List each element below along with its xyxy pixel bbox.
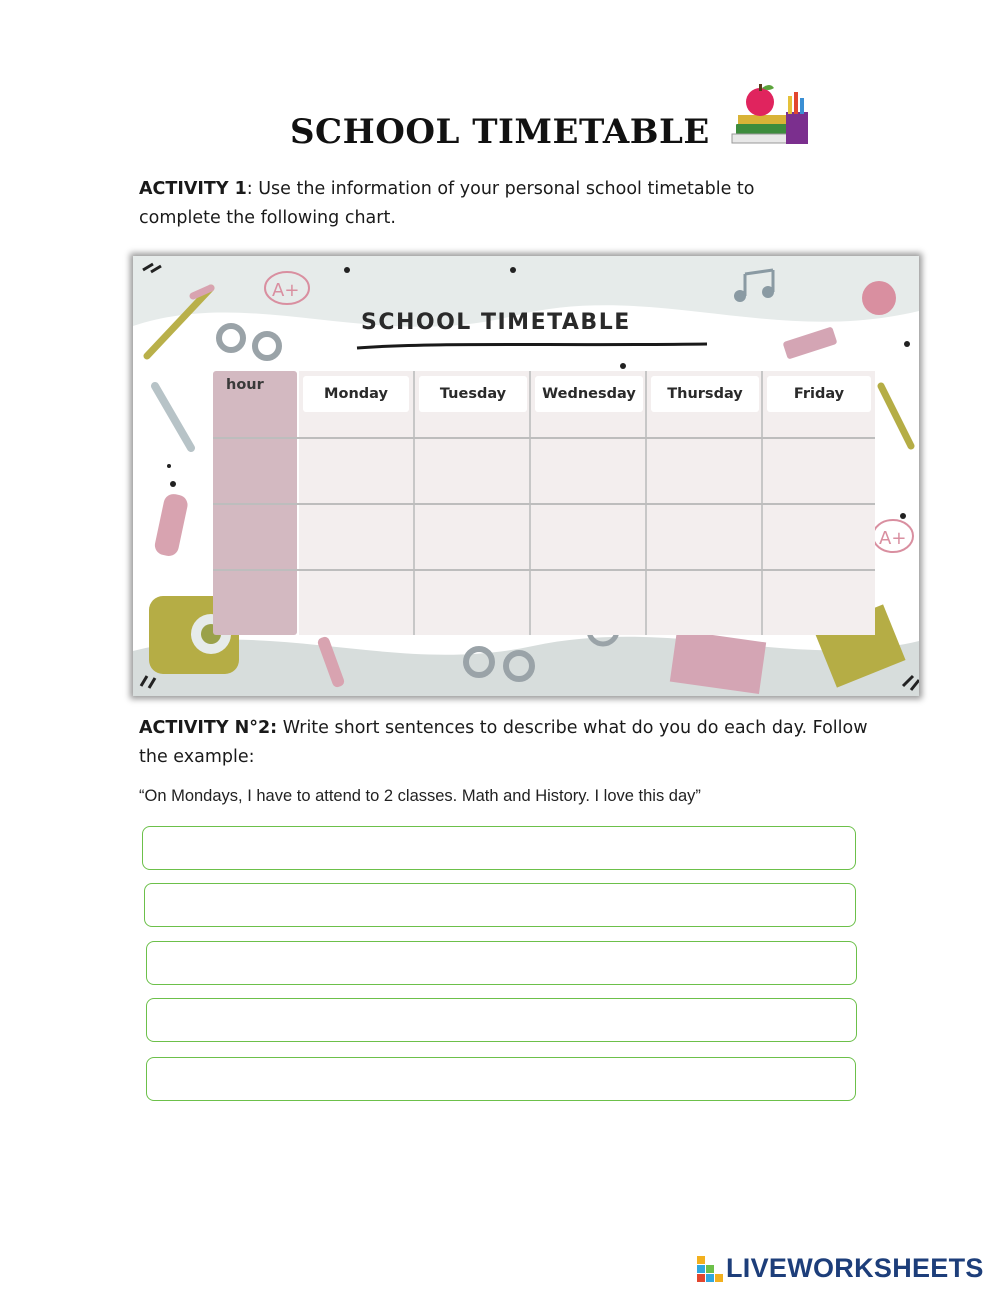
answer-field-2[interactable]: [144, 883, 856, 927]
activity-2-label: ACTIVITY N°2:: [139, 718, 278, 738]
day-header-friday: Friday: [767, 376, 871, 412]
brand-name: LIVEWORKSHEETS: [726, 1253, 984, 1283]
grid-row-line: [213, 569, 875, 571]
activity-1-instructions: [139, 175, 839, 233]
answer-field-1[interactable]: [142, 826, 856, 870]
answer-field-5[interactable]: [146, 1057, 856, 1101]
liveworksheets-logo-icon: [697, 1256, 723, 1282]
activity-1-text: : Use the information of your personal school timetable to complete the following chart.: [139, 179, 755, 228]
answer-field-4[interactable]: [146, 998, 857, 1042]
grid-row-line: [213, 437, 875, 439]
brand-watermark: [697, 1253, 984, 1284]
grade-badge-1: A+: [272, 280, 300, 301]
day-header-monday: Monday: [303, 376, 409, 412]
timetable-grid: [213, 371, 875, 635]
grid-row-line: [213, 503, 875, 505]
timetable-chart: [133, 256, 919, 696]
grade-badge-2: A+: [879, 528, 907, 549]
hour-label: hour: [226, 377, 264, 393]
activity-1-label: ACTIVITY 1: [139, 179, 247, 199]
day-header-thursday: Thursday: [651, 376, 759, 412]
school-supplies-icon: [728, 82, 814, 152]
activity-2-text: Write short sentences to describe what do you do each day. Follow the example:: [139, 718, 868, 767]
chart-title: SCHOOL TIMETABLE: [361, 310, 631, 335]
activity-2-instructions: [139, 714, 899, 772]
answer-field-3[interactable]: [146, 941, 857, 985]
page-title: SCHOOL TIMETABLE: [290, 112, 710, 152]
day-header-wednesday: Wednesday: [535, 376, 643, 412]
example-sentence: “On Mondays, I have to attend to 2 classes. Math and History. I love this day”: [139, 787, 701, 805]
day-header-tuesday: Tuesday: [419, 376, 527, 412]
